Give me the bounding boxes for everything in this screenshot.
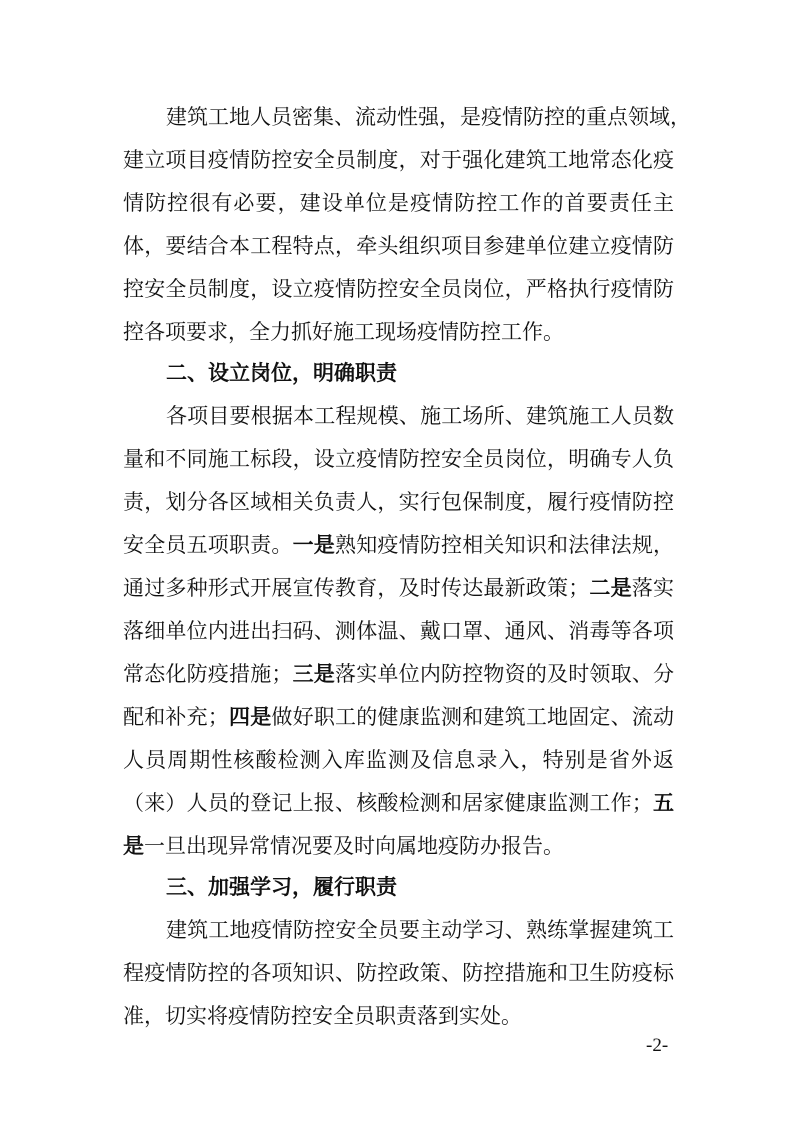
paragraph-line: 准，切实将疫情防控安全员职责落到实处。	[123, 1004, 522, 1028]
text-run: 落实单位内防控物资的及时领取、分	[335, 662, 675, 686]
text-run: 做好职工的健康监测和建筑工地固定、流动	[271, 705, 675, 729]
text-run: 安全员五项职责。	[123, 533, 293, 557]
section-heading-2: 二、设立岗位，明确职责	[166, 360, 397, 385]
paragraph-line: 控各项要求，全力抓好施工现场疫情防控工作。	[123, 320, 564, 344]
paragraph-line	[123, 783, 674, 823]
text-run: （来）人员的登记上报、核酸检测和居家健康监测工作；	[123, 791, 653, 815]
paragraph-line: 程疫情防控的各项知识、防控政策、防控措施和卫生防疫标	[123, 961, 674, 985]
paragraph-line: 建筑工地疫情防控安全员要主动学习、熟练掌握建筑工	[166, 918, 674, 942]
enumeration-marker: 一是	[292, 532, 336, 557]
paragraph-line: 控安全员制度，设立疫情防控安全员岗位，严格执行疫情防	[123, 277, 674, 301]
text-run: 常态化防疫措施；	[123, 662, 293, 686]
text-run: 熟知疫情防控相关知识和法律法规，	[335, 533, 675, 557]
paragraph-line: 建筑工地人员密集、流动性强，是疫情防控的重点领域，	[166, 105, 691, 129]
enumeration-marker: 三是	[292, 661, 336, 686]
text-run: 配和补充；	[123, 705, 229, 729]
section-heading-3: 三、加强学习，履行职责	[166, 874, 397, 899]
text-run: 落实	[631, 576, 675, 600]
enumeration-marker: 四是	[228, 704, 272, 729]
paragraph-line	[123, 826, 674, 866]
text-run: 通过多种形式开展宣传教育，及时传达最新政策；	[123, 576, 590, 600]
paragraph-line: 人员周期性核酸检测入库监测及信息录入，特别是省外返	[123, 748, 674, 772]
enumeration-marker: 是	[123, 833, 144, 858]
text-run: 一旦出现异常情况要及时向属地疫防办报告。	[144, 834, 564, 858]
enumeration-marker: 二是	[589, 575, 632, 600]
paragraph-line	[123, 568, 674, 608]
paragraph-line: 落细单位内进出扫码、测体温、戴口罩、通风、消毒等各项	[123, 619, 674, 643]
paragraph-line: 各项目要根据本工程规模、施工场所、建筑施工人员数	[166, 404, 674, 428]
page-number: -2-	[646, 1035, 669, 1056]
paragraph-line: 体，要结合本工程特点，牵头组织项目参建单位建立疫情防	[123, 234, 674, 258]
paragraph-line	[123, 654, 674, 694]
paragraph-line	[123, 697, 674, 737]
enumeration-marker: 五	[652, 790, 675, 815]
paragraph-line: 量和不同施工标段，设立疫情防控安全员岗位，明确专人负	[123, 447, 674, 471]
paragraph-line: 情防控很有必要，建设单位是疫情防控工作的首要责任主	[123, 191, 674, 215]
paragraph-line: 建立项目疫情防控安全员制度，对于强化建筑工地常态化疫	[123, 148, 674, 172]
paragraph-line: 责，划分各区域相关负责人，实行包保制度，履行疫情防控	[123, 490, 674, 514]
paragraph-line	[123, 525, 674, 565]
